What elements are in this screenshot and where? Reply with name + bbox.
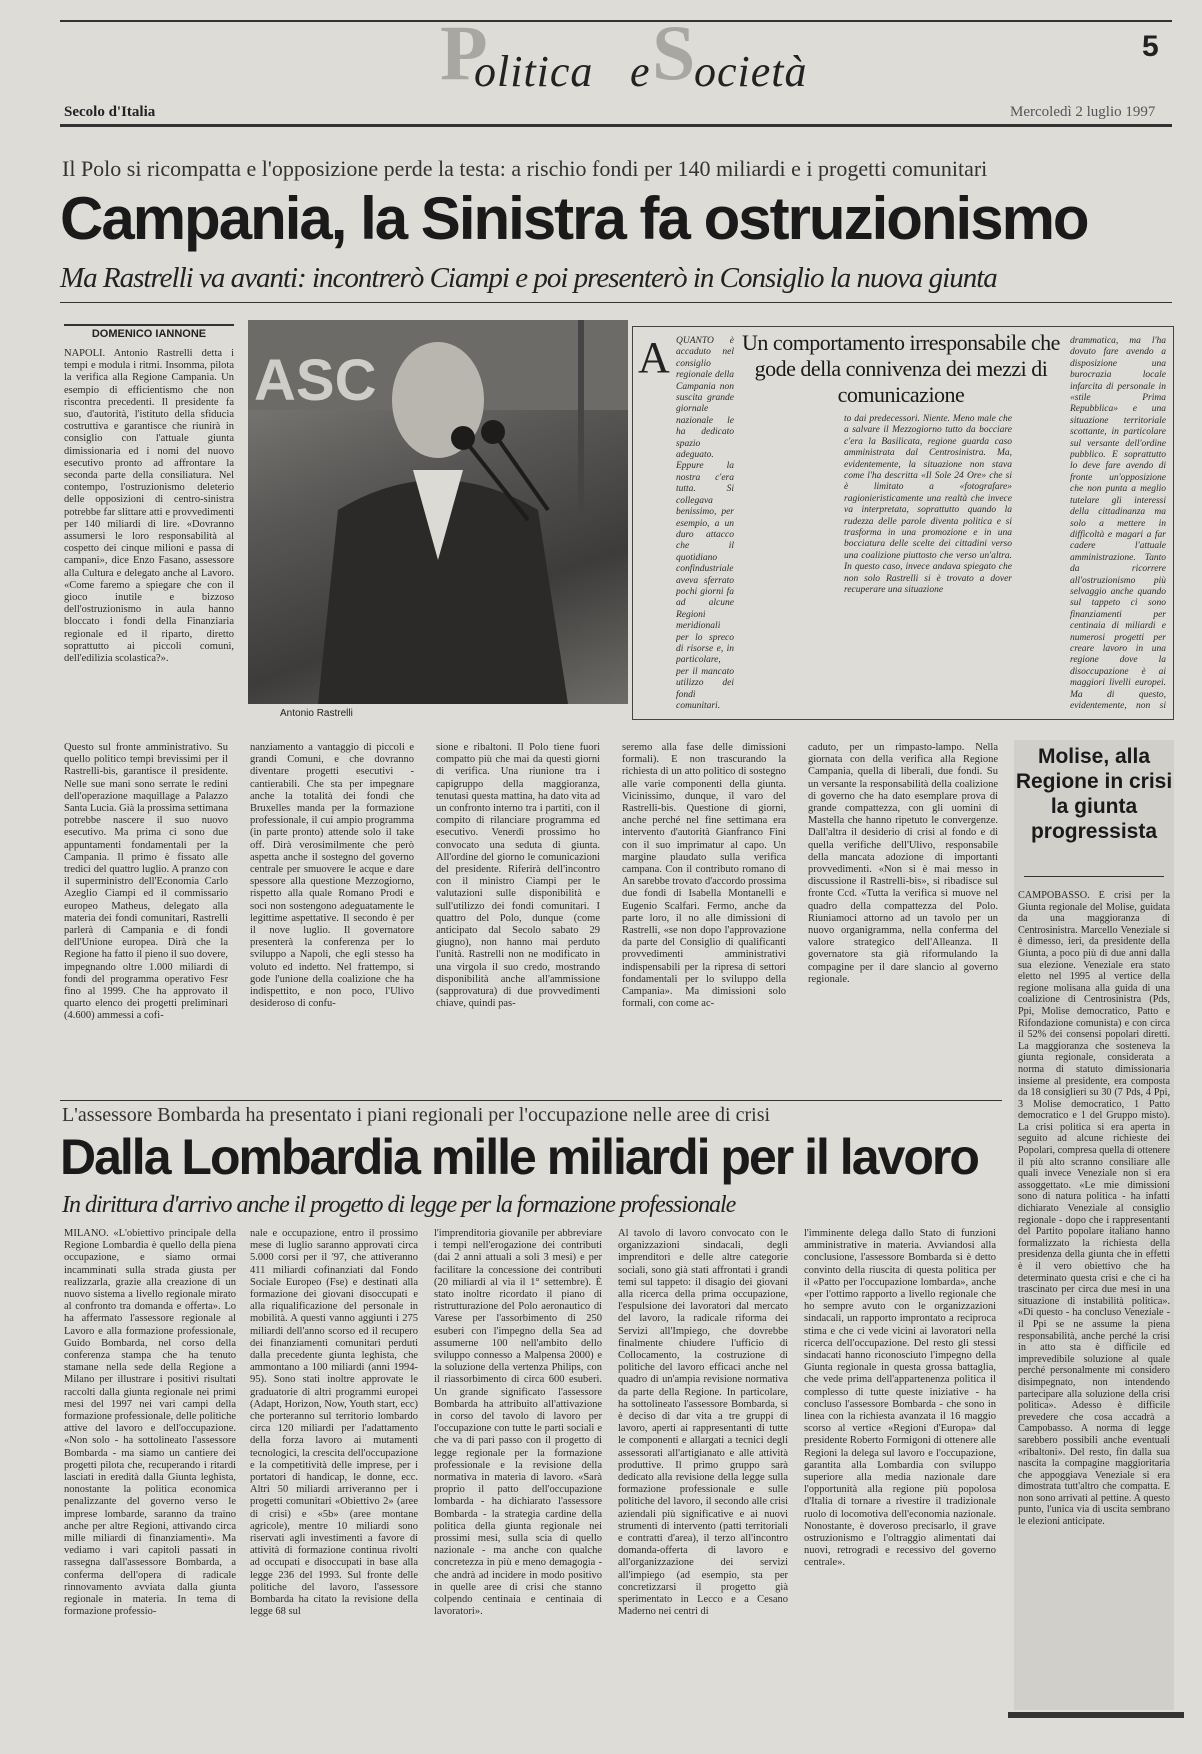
section-title-word-1: olitica xyxy=(474,47,594,96)
section-title-initial-1: P xyxy=(440,9,489,96)
page-number: 5 xyxy=(1142,30,1159,63)
article1-col1: NAPOLI. Antonio Rastrelli detta i tempi e modula i ritmi. Insomma, pilota la verifica alla Regione Campania. Un esempio di efficientismo che non riscontra precedenti. Il presidente fa suo, d'autorità, l'istituto della sfiducia costruttiva e garantisce che riunirà in consiglio con l'attuale giunta dimissionaria ed i nomi del nuovo esecutivo pronto ad affrontare la seconda parte della consiliatura. Nel contempo, l'ostruzionismo deleterio delle opposizioni di centro-sinistra potrebbe far slittare atti e provvedimenti per 140 miliardi di lire. «Dovranno assumersi le loro responsabilità al cospetto dei cinque milioni e passa di campani», dice Enzo Fasano, assessore alla Cultura e delegato anche al Lavoro. «Come faremo a spiegare che con il gioco inutile e bizzoso dell'ostruzionismo in aula hanno bloccato i fondi della Finanziaria regionale ed il riparto, diretto soprattutto ai piccoli comuni, dell'edilizia scolastica?». xyxy=(64,348,234,665)
commentary-title: Un comportamento irresponsabile che gode della connivenza dei mezzi di comunicazione xyxy=(742,330,1060,407)
article1-headline: Campania, la Sinistra fa ostruzionismo xyxy=(60,185,1088,252)
section-title xyxy=(440,9,840,98)
article1-kicker: Il Polo si ricompatta e l'opposizione perde la testa: a rischio fondi per 140 miliardi e i progetti comunitari xyxy=(62,156,988,181)
article2-col1: MILANO. «L'obiettivo principale della Regione Lombardia è quello della piena occupazione, e siamo ormai incamminati sulla strada giusta per realizzarla, grazie alla creazione di un nuovo sistema a livello regionale mirato al confronto tra domanda e offerta». Lo ha affermato l'assessore regionale al Lavoro e alla formazione professionale, Guido Bombarda, nel corso della conferenza stampa che ha tenuto stamane nella sede della Regione a Milano per illustrare i positivi risultati raccolti dalla giunta regionale nei primi mesi del 1997 nei vari campi della formazione professionale, delle politiche attive del lavoro e dell'occupazione. «Non solo - ha sottolineato l'assessore Bombarda - ma siamo un cantiere dei progetti pilota che, recuperando i ritardi lasciati in eredità dalla Giunta leghista, nonostante la politica economica penalizzante del governo verso le imprese lombarde, saranno da traino anche per altre Regioni, attivando circa mille miliardi di finanziamenti». Ma vediamo i vari capitoli passati in rassegna dall'assessore Bombarda, a conferma dell'opera di radicale rinnovamento avviata dalla giunta regionale in materia. In tema di formazione professio- xyxy=(64,1228,236,1618)
header-rule xyxy=(60,124,1172,127)
article1-rule xyxy=(60,302,1172,303)
article2-col2: nale e occupazione, entro il prossimo mese di luglio saranno approvati circa 5.000 corsi per il '97, che attiveranno 411 miliardi cofinanziati dal Fondo Sociale Europeo (Fse) e destinati alla formazione dei giovani disoccupati e alla riqualificazione del personale in mobilità. A questi vanno aggiunti i 275 miliardi dell'anno scorso ed il recupero dei finanziamenti comunitari perduti dalla precedente giunta leghista, che ammontano a 100 miliardi (anni 1994-95). Sono stati inoltre approvate le graduatorie di altri programmi europei (Adapt, Horizon, Now, Youth start, ecc) che porteranno sul territorio lombardo circa 120 miliardi per l'adattamento della forza lavoro ai mutamenti tecnologici, la crescita dell'occupazione e la competitività delle imprese, per i portatori di handicap, le donne, ecc. Altri 50 miliardi arriveranno per i progetti comunitari «Obiettivo 2» (aree di crisi) e «5b» (aree montane agricole), mentre 10 miliardi sono riservati agli investimenti a favore di attività di formazione continua rivolti ad occupati e disoccupati in base alla legge 236 del 1993. Sul fronte delle politiche del lavoro, l'assessore Bombarda ha citato la revisione della legge 68 sul xyxy=(250,1228,418,1618)
svg-text:ASC: ASC xyxy=(254,348,377,413)
article2-col5: l'imminente delega dallo Stato di funzioni amministrative in materia. Avviandosi alla conclusione, l'assessore Bombarda si è detto convinto della riuscita di questa politica per il «Patto per l'occupazione lombarda», anche «per l'ottimo rapporto a livello regionale che ho sempre avuto con le organizzazioni sindacali, un rapporto improntato a reciproca stima e che ci vede vicini ai lavoratori nella ricerca dell'occupazione. Del resto gli stessi sindacati hanno riconosciuto l'impegno della Giunta regionale in questa grossa battaglia, che vede prima dell'appartenenza politica il complesso di tutte queste iniziative - ha concluso l'assessore Bombarda - che sono in linea con la richiesta avanzata il 16 maggio scorso al vertice «Regioni d'Europa» dal presidente Roberto Formigoni di ottenere alle Regioni la delega sul lavoro e l'occupazione, garantita alla Lombardia con sviluppo superiore alla media nazionale dare l'opportunità alla regione più popolosa d'Italia di tornare a rivestire il tradizionale ruolo di locomotiva dell'economia nazionale. Nonostante, è doveroso precisarlo, il grave ostruzionismo e l'oltraggio alimentati dai nuovi, retrogradi e recessivo del governo centrale». xyxy=(804,1228,996,1569)
section-title-conjunction: e xyxy=(630,47,651,96)
article2-top-rule xyxy=(60,1100,1002,1101)
photo-antonio-rastrelli xyxy=(248,320,628,704)
article1-col6: caduto, per un rimpasto-lampo. Nella giornata con della verifica alla Regione Campania, quella di liberali, due fondi. Su un versante la responsabilità della coalizione di governo che ha dato esemplare prova di grande compattezza, con gli uomini di Mastella che hanno ripetuto le convergenze. Dall'altra il desiderio di crisi al fondo e di quella verifiche dell'Ulivo, responsabile della mancata adozione di importanti provvedimenti. «Non si è mai messo in discussione il Rastrelli-bis», si ribadisce sul fronte Ccd. «Tutta la verifica si muove nel quadro della compattezza del Polo. Riuniamoci attorno ad un tavolo per un nuovo organigramma, nella conferma del valore strategico dell'Alleanza. Il governatore sta già riformulando la compagine per il dare slancio al governo regionale. xyxy=(808,742,998,985)
commentary-col-mid xyxy=(740,414,840,710)
photo-caption: Antonio Rastrelli xyxy=(280,708,353,719)
sidebar-bottom-rule xyxy=(1008,1712,1184,1718)
photo-figure-icon xyxy=(248,320,628,704)
article2-col3: l'imprenditoria giovanile per abbreviare i tempi nell'erogazione dei contributi (dai 2 anni attuali a soli 3 mesi) e per facilitare la concessione dei contributi (20 miliardi al via il 1° settembre). È stato inoltre ricordato il piano di ristrutturazione del Polo aeronautico di Varese per l'assorbimento di 250 esuberi con l'impegno della Sea ad assumerne 100 nell'ambito dello sviluppo connesso a Malpensa 2000) e la soluzione della vertenza Philips, con il riassorbimento di circa 600 esuberi. Un grande significato l'assessore Bombarda ha attribuito all'attivazione in corso del tavolo di lavoro per l'occupazione con tutte le parti sociali e che va di pari passo con il progetto di legge regionale per la formazione professionale e la revisione della normativa in materia di lavoro. «Sarà proprio il patto dell'occupazione lombarda - ha dichiarato l'assessore Bombarda - la strategia cardine della politica della giunta regionale nei prossimi mesi, sulla scia di quello nazionale - ma anche con qualche concretezza in più e meno demagogia - che andrà ad incidere in modo positivo in quelle aree di crisi che stanno colpendo centinaia e centinaia di lavoratori». xyxy=(434,1228,602,1618)
section-title-word-2: ocietà xyxy=(694,47,808,96)
article2-col4: Al tavolo di lavoro convocato con le organizzazioni sindacali, degli imprenditori e delle altre categorie sociali, sono già stati affrontati i grandi temi sul tappeto: il disagio dei giovani alla ricerca della prima occupazione, l'espulsione dei lavoratori dal mercato del lavoro, la radicale riforma dei Servizi all'Impiego, che dovrebbe finalmente chiudere l'ufficio di Collocamento, la costruzione di politiche del lavoro efficaci anche nel quadro di un'ampia revisione normativa da parte della Regione. In particolare, ha sottolineato l'assessore Bombarda, si è deciso di dar vita a tre gruppi di lavoro, aperti ai rappresentanti di tutte le componenti e allargati a tecnici degli assessorati all'artigianato e alle attività produttive. Il primo gruppo sarà dedicato alla revisione della legge sulla formazione professionale e sulle politiche del lavoro, il secondo alle crisi aziendali più significative e ai nuovi strumenti di intervento (patti territoriali e contratti d'area), il terzo all'incontro domanda-offerta di lavoro e all'organizzazione dei servizi all'impiego (ad esempio, sta per concretizzarsi il progetto già sperimentato in Lecco e a Cesano Maderno nei centri di xyxy=(618,1228,788,1618)
commentary-dropcap: A xyxy=(638,333,670,382)
byline: DOMENICO IANNONE xyxy=(64,324,234,340)
article1-col4: sione e ribaltoni. Il Polo tiene fuori compatto più che mai da questi giorni di verifica. Una riunione tra i capigruppo della maggioranza, tenutasi questa mattina, ha dato vita ad un confronto interno tra i partiti, con il compito di rilanciare programma ed esecutivo. Venerdì prossimo ho convocato una seduta di giunta. All'ordine del giorno le comunicazioni del presidente. Riferirà dell'incontro con il ministro Ciampi per le valutazioni sulle disponibilità e sull'utilizzo dei fondi comunitari. I quattro del Polo, dunque (come anticipato dal Secolo sabato 29 giugno), non hanno mai perduto l'unità. Rastrelli non ne modificato in una virgola il suo credo, mostrando disponibilità anche all'ammissione (sapprovatura) di due provvedimenti chiave, quindi pas- xyxy=(436,742,600,1010)
article2-subhead: In dirittura d'arrivo anche il progetto di legge per la formazione professionale xyxy=(62,1192,736,1218)
commentary-col3: drammatica, ma l'ha dovuto fare avendo a disposizione una burocrazia locale infarcita di personale in «stile Prima Repubblica» e una situazione territoriale scottante, in particolare sul versante dell'ordine pubblico. E soprattutto lo deve fare avendo di fronte un'opposizione che non punta a meglio tutelare gli interessi della cittadinanza ma solo a mettere in difficoltà e magari a far cadere l'attuale amministrazione. Tanto da ricorrere all'ostruzionismo più selvaggio anche quando sul tappeto ci sono finanziamenti per centinaia di miliardi e numerosi progetti per creare lavoro in una regione dove la disoccupazione è ai maggiori livelli europei. Ma di questo, evidentemente, non si xyxy=(1070,336,1166,710)
commentary-col1: QUANTO è accaduto nel consiglio regionale della Campania non suscita grande giornale nazionale le ha dedicato spazio adeguato. Eppure la nostra c'era tutta. Si collegava benissimo, per esempio, a un duro attacco che il quotidiano confindustriale aveva sferrato pochi giorni fa ad alcune Regioni meridionali per lo spreco di risorse e, in particolare, per il mancato utilizzo dei fondi comunitari. xyxy=(676,336,734,710)
article1-col2: Questo sul fronte amministrativo. Su quello politico tempi brevissimi per il Rastrelli-bis, garantisce il presidente. Nelle sue mani sono serrate le redini dell'operazione maquillage a Palazzo Santa Lucia. Già la prossima settimana potrebbe nascere il suo nuovo esecutivo. Ma prima ci sono due appuntamenti fondamentali per la Campania. Il primo è fissato alle tredici del quattro luglio. A pranzo con il superministro dell'Economia Carlo Azeglio Ciampi ed il commissario europeo Matheus, delegato alla materia dei fondi comunitari, Rastrelli parlerà di Campania e di fondi dell'Unione europea. Dirà che la Regione ha fatto il pieno il suo dovere, impegnando oltre 1.000 miliardi di fondi del programma operativo Fesr fino al 1999. Che ha approvato il quarto elenco dei progetti preliminari (4.600) ammessi a cofi- xyxy=(64,742,228,1022)
article1-subhead: Ma Rastrelli va avanti: incontrerò Ciampi e poi presenterò in Consiglio la nuova giunta xyxy=(60,262,997,294)
article1-col5: seremo alla fase delle dimissioni formali). E non trascurando la richiesta di un atto politico di sostegno alle varie componenti della giunta. Vicinissimo, dunque, il varo del Rastrelli-bis. Questione di giorni, anche perché nel fine settimana era intervento d'autorità Gianfranco Fini con il suo imprimatur al capo. Un margine plaudato sulla verifica campana. Con il contributo romano di An sarebbe trovato d'accordo prossima due fondi di Isabella Montanelli e Eugenio Scalfari. Fermo, anche da parte loro, il no alle dimissioni di Rastrelli, «se non dopo l'approvazione da parte del Consiglio di qualificanti provvedimenti amministrativi indispensabili per la ripresa di settori fondamentali per lo sviluppo della Campania». Ma dimissioni solo formali, con come ac- xyxy=(622,742,786,1010)
sidebar-rule xyxy=(1024,876,1164,877)
masthead: Secolo d'Italia xyxy=(64,104,156,120)
commentary-col2: to dai predecessori. Niente. Meno male che a salvare il Mezzogiorno tutto da bocciare c'era la Basilicata, regione guarda caso amministrata dal Centrosinistra. Ma, evidentemente, la situazione non stava come l'ha descritta «Il Sole 24 Ore» che si è limitato a «fotografare» ragionieristicamente una realtà che invece va interpretata, soprattutto quando la rudezza delle parole diventa politica e si trasforma in una promozione e in una bocciatura delle scelte dei cittadini verso una coalizione piuttosto che verso un'altra. In questo caso, invece andava spiegato che non solo Rastrelli si è trovato a dover recuperare una situazione xyxy=(844,414,1012,596)
article1-col3: nanziamento a vantaggio di piccoli e grandi Comuni, e che dovranno diventare progetti esecutivi - cantierabili. Che sta per impegnare anche la totalità dei fondi che Bruxelles manda per la formazione professionale, il cui ampio programma (in parte pronto) attende solo il take off. Dirà verosimilmente che però aspetta anche il sostegno del governo centrale per smuovere le acque e dare spessore alla questione Mezzogiorno, rispetto alla quale Romano Prodi e soci non sostengono adeguatamente le legittime aspettative. Il secondo è per il nove luglio. Il governatore presenterà la conferenza per lo sviluppo a Napoli, che egli stesso ha voluto ed indetto. Nel frattempo, si gode l'unione della coalizione che ha indispettito, e non poco, l'Ulivo desideroso di confu- xyxy=(250,742,414,1010)
article2-headline: Dalla Lombardia mille miliardi per il lavoro xyxy=(60,1129,978,1185)
section-title-initial-2: S xyxy=(652,9,697,96)
sidebar-body: CAMPOBASSO. È crisi per la Giunta regionale del Molise, guidata da una maggioranza di Centrosinistra. Marcello Veneziale si è dimesso, ieri, da presidente della Giunta, a poco più di due anni dalla sua elezione. Veneziale era stato eletto nel 1995 al vertice della regione molisana alla guida di una coalizione di Centrosinistra (Pds, Ppi, Molise democratico, Patto e Rifondazione comunista) e con circa il 52% dei consensi popolari diretti. La maggioranza che sosteneva la giunta regionale, considerata a norma di statuto dimissionaria insieme al presidente, era composta da 18 consiglieri su 30 (7 Pds, 4 Ppi, 3 Molise democratico, 1 Patto democratico e 1 del Gruppo misto). La crisi politica si era aperta in seguito ad alcune richieste dei Popolari, compresa quella di ottenere il più alto scranno consiliare alle quali invece Veneziale non si era assoggettato. «Le mie dimissioni sono di natura politica - ha infatti dichiarato Veneziale al consiglio regionale - dopo che i rappresentanti del Partito popolare italiano hanno formalizzato la richiesta della presidenza della giunta che in effetti è il vero obiettivo che ha determinato questa crisi e che ci ha trascinato per circa due mesi in una situazione di instabilità politica». «Di questo - ha concluso Veneziale - il Ppi se ne assume la piena responsabilità, anche perché la crisi in atto sta è difficile ed imprevedibile soluzione al quale perché personalmente mi considero disimpegnato, non intendendo partecipare alla soluzione della crisi politica». Adesso è difficile prevedere che cosa accadrà a Campobasso. A norma di legge sarebbero possibili anche eventuali «ribaltoni». Del resto, fin dalla sua nascita la compagine maggioritaria che appoggiava Veneziale si era dimostrata tutt'altro che compatta. E non sono arrivati al pettine. A questo punto, l'unica via di uscita sembrano le elezioni anticipate. xyxy=(1018,890,1170,1528)
sidebar-title: Molise, alla Regione in crisi la giunta progressista xyxy=(1015,745,1173,843)
issue-date: Mercoledì 2 luglio 1997 xyxy=(1010,104,1156,120)
article2-kicker: L'assessore Bombarda ha presentato i piani regionali per l'occupazione nelle aree di crisi xyxy=(62,1104,771,1126)
